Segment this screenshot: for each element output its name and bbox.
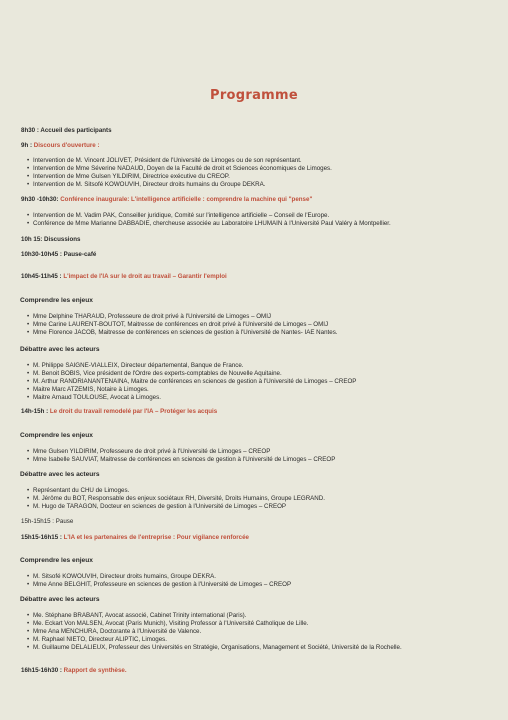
bullet-icon: • bbox=[27, 173, 30, 180]
list-item: M. Guillaume DELALIEUX, Professeur des Universités en Stratégie, Organisations, Management et Société, Université de la Rochelle. bbox=[33, 644, 402, 651]
list-item: M. Sitsofé KOWOUVIH, Directeur droits humains, Groupe DEKRA. bbox=[33, 573, 216, 580]
agenda-session-3 bbox=[21, 534, 249, 542]
section-heading: Comprendre les enjeux bbox=[20, 432, 93, 439]
bullet-icon: • bbox=[27, 378, 30, 385]
bullet-icon: • bbox=[27, 636, 30, 643]
bullet-icon: • bbox=[27, 220, 30, 227]
bullet-icon: • bbox=[27, 321, 30, 328]
bullet-icon: • bbox=[27, 165, 30, 172]
bullet-icon: • bbox=[27, 362, 30, 369]
section-heading: Débattre avec les acteurs bbox=[20, 596, 100, 603]
list-item: Conférence de Mme Marianne DABBADIE, chercheuse associée au Laboratoire LHUMAIN à l'Université Paul Valéry à Montpellier. bbox=[33, 220, 391, 227]
list-item: Mme Ana MENCHURA, Doctorante à l'Université de Valence. bbox=[33, 628, 202, 635]
bullet-icon: • bbox=[27, 628, 30, 635]
list-item: Mme Florence JACOB, Maitresse de conférences en sciences de gestion à l'Université de Nantes- IAE Nantes. bbox=[33, 329, 338, 336]
bullet-icon: • bbox=[27, 181, 30, 188]
list-item: M. Jérôme du BOT, Responsable des enjeux sociétaux RH, Diversité, Droits Humains, Groupe LEGRAND. bbox=[33, 495, 325, 502]
agenda-opening bbox=[21, 142, 100, 150]
page-title: Programme bbox=[210, 88, 298, 103]
list-item: Maitre Marc ATZEMIS, Notaire à Limoges. bbox=[33, 386, 149, 393]
list-item: Mme Anne BELGHIT, Professeure en sciences de gestion à l'Université de Limoges – CREOP bbox=[33, 581, 292, 588]
list-item: M. Arthur RANDRIANANTENAINA, Maitre de conférences en sciences de gestion à l'Université de Limoges – CREOP bbox=[33, 378, 357, 385]
agenda-session-2 bbox=[21, 408, 217, 416]
agenda-time: 9h30 -10h30: bbox=[21, 196, 61, 203]
list-item: M. Raphael NIETO, Directeur ALIPTIC, Limoges. bbox=[33, 636, 167, 643]
bullet-icon: • bbox=[27, 370, 30, 377]
agenda-time: 14h-15h : bbox=[21, 408, 50, 415]
list-item: Intervention de M. Vincent JOLIVET, Président de l'Université de Limoges ou de son représentant. bbox=[33, 157, 302, 164]
agenda-coffee-break: 10h30-10h45 : Pause-café bbox=[21, 251, 97, 258]
agenda-time: 16h15-16h30 : bbox=[21, 667, 64, 674]
section-heading: Comprendre les enjeux bbox=[20, 557, 93, 564]
bullet-icon: • bbox=[27, 212, 30, 219]
agenda-time: 9h : bbox=[21, 142, 34, 149]
agenda-keynote bbox=[21, 196, 312, 204]
list-item: Intervention de M. Vadim PAK, Conseiller juridique, Comité sur l'intelligence artificielle – Conseil de l'Europe. bbox=[33, 212, 330, 219]
list-item: Maitre Arnaud TOULOUSE, Avocat à Limoges. bbox=[33, 394, 161, 401]
bullet-icon: • bbox=[27, 495, 30, 502]
agenda-pause: 15h-15h15 : Pause bbox=[21, 518, 74, 525]
list-item: Mme Delphine THARAUD, Professeure de droit privé à l'Université de Limoges – OMIJ bbox=[33, 313, 272, 320]
agenda-label: Le droit du travail remodelé par l'IA – Protéger les acquis bbox=[49, 408, 218, 415]
agenda-session-1 bbox=[21, 273, 227, 281]
bullet-icon: • bbox=[27, 313, 30, 320]
agenda-discussions: 10h 15: Discussions bbox=[21, 236, 81, 243]
list-item: Mme Gulsen YILDIRIM, Professeure de droit privé à l'Université de Limoges – CREOP bbox=[33, 448, 271, 455]
agenda-label: Conférence inaugurale: L'intelligence artificielle : comprendre la machine qui "pense" bbox=[60, 196, 313, 203]
list-item: Mme Isabelle SAUVIAT, Maitresse de conférences en sciences de gestion à l'Université de Limoges – CREOP bbox=[33, 456, 336, 463]
agenda-time: 10h45-11h45 : bbox=[21, 273, 64, 280]
bullet-icon: • bbox=[27, 456, 30, 463]
agenda-time: 15h15-16h15 : bbox=[21, 534, 64, 541]
bullet-icon: • bbox=[27, 448, 30, 455]
list-item: Intervention de Mme Séverine NADAUD, Doyen de la Faculté de droit et Sciences économiques de Limoges. bbox=[33, 165, 332, 172]
bullet-icon: • bbox=[27, 503, 30, 510]
list-item: Me. Eckart Von MALSEN, Avocat (Paris Munich), Visiting Professor à l'Université Catholique de Lille. bbox=[33, 620, 309, 627]
agenda-welcome: 8h30 : Accueil des participants bbox=[21, 127, 112, 134]
bullet-icon: • bbox=[27, 573, 30, 580]
bullet-icon: • bbox=[27, 644, 30, 651]
bullet-icon: • bbox=[27, 620, 30, 627]
bullet-icon: • bbox=[27, 157, 30, 164]
list-item: Intervention de Mme Gulsen YILDIRIM, Directrice exécutive du CREOP. bbox=[33, 173, 230, 180]
agenda-label: L'impact de l'IA sur le droit au travail – Garantir l'emploi bbox=[63, 273, 227, 280]
bullet-icon: • bbox=[27, 581, 30, 588]
list-item: Mme Carine LAURENT-BOUTOT, Maitresse de conférences en droit privé à l'Université de Limoges – OMIJ bbox=[33, 321, 329, 328]
bullet-icon: • bbox=[27, 487, 30, 494]
bullet-icon: • bbox=[27, 329, 30, 336]
list-item: M. Benoit BOBIS, Vice président de l'Ordre des experts-comptables de Nouvelle Aquitaine. bbox=[33, 370, 282, 377]
section-heading: Débattre avec les acteurs bbox=[20, 346, 100, 353]
bullet-icon: • bbox=[27, 386, 30, 393]
list-item: M. Hugo de TARAGON, Docteur en sciences de gestion à l'Université de Limoges – CREOP bbox=[33, 503, 287, 510]
list-item: M. Philippe SAIGNE-VIALLEIX, Directeur départemental, Banque de France. bbox=[33, 362, 244, 369]
agenda-synthesis bbox=[21, 667, 127, 675]
section-heading: Comprendre les enjeux bbox=[20, 297, 93, 304]
section-heading: Débattre avec les acteurs bbox=[20, 471, 100, 478]
agenda-label: Rapport de synthèse. bbox=[63, 667, 127, 674]
bullet-icon: • bbox=[27, 612, 30, 619]
agenda-label: L'IA et les partenaires de l'entreprise : Pour vigilance renforcée bbox=[63, 534, 249, 541]
list-item: Intervention de M. Sitsofé KOWOUVIH, Directeur droits humains du Groupe DEKRA. bbox=[33, 181, 266, 188]
list-item: Me. Stéphane BRABANT, Avocat associé, Cabinet Trinity international (Paris). bbox=[33, 612, 247, 619]
bullet-icon: • bbox=[27, 394, 30, 401]
agenda-label: Discours d'ouverture : bbox=[33, 142, 100, 149]
list-item: Représentant du CHU de Limoges. bbox=[33, 487, 130, 494]
